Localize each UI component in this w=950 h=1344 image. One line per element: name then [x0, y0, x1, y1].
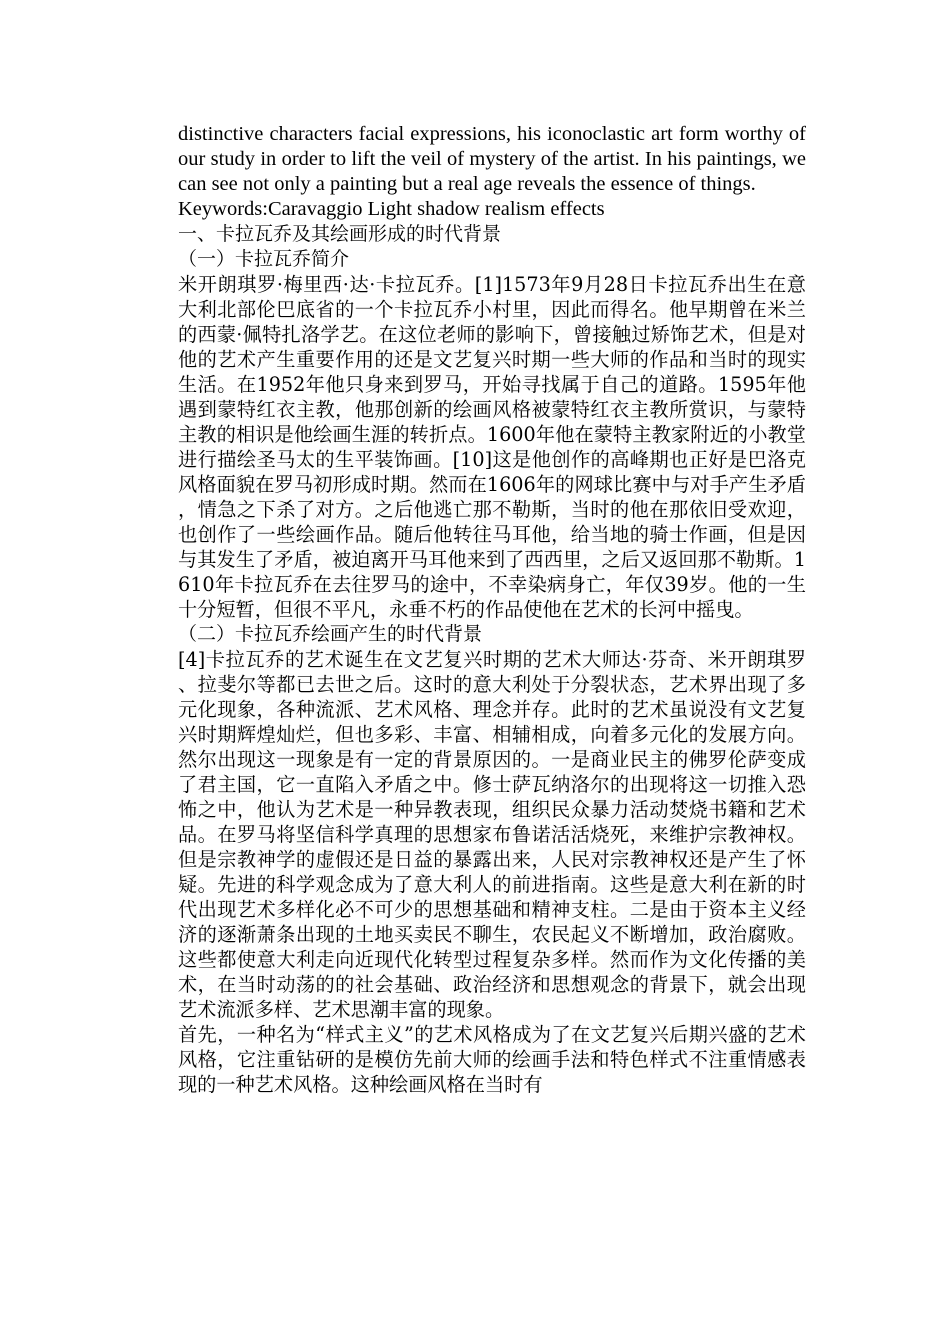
abstract-tail-paragraph: distinctive characters facial expressions, his iconoclastic art form worthy of our study in order to lift the veil of mystery of the artist. In his paintings, we can see not only a painting but a real age reveals the essence of things.: [178, 123, 806, 195]
mannerism-paragraph: 首先，一种名为“样式主义”的艺术风格成为了在文艺复兴后期兴盛的艺术风格，它注重钻研的是模仿先前大师的绘画手法和特色样式不注重情感表现的一种艺术风格。这种绘画风格在当时有: [178, 1023, 806, 1096]
biography-paragraph: 米开朗琪罗·梅里西·达·卡拉瓦乔。[1]1573年9月28日卡拉瓦乔出生在意大利北部伦巴底省的一个卡拉瓦乔小村里，因此而得名。他早期曾在米兰的西蒙·佩特扎洛学艺。在这位老师的影响下，曾接触过矫饰艺术，但是对他的艺术产生重要作用的还是文艺复兴时期一些大师的作品和当时的现实生活。在1952年他只身来到罗马，开始寻找属于自己的道路。1595年他遇到蒙特红衣主教，他那创新的绘画风格被蒙特红衣主教所赏识，与蒙特主教的相识是他绘画生涯的转折点。1600年他在蒙特主教家附近的小教堂进行描绘圣马太的生平装饰画。[10]这是他创作的高峰期也正好是巴洛克风格面貌在罗马初形成时期。然而在1606年的网球比赛中与对手产生矛盾，情急之下杀了对方。之后他逃亡那不勒斯，当时的他在那依旧受欢迎，也创作了一些绘画作品。随后他转往马耳他，给当地的骑士作画，但是因与其发生了矛盾，被迫离开马耳他来到了西西里，之后又返回那不勒斯。1610年卡拉瓦乔在去往罗马的途中，不幸染病身亡，年仅39岁。他的一生十分短暂，但很不平凡，永垂不朽的作品使他在艺术的长河中摇曳。: [178, 273, 806, 621]
keywords-line: Keywords:Caravaggio Light shadow realism effects: [178, 198, 605, 220]
background-paragraph: [4]卡拉瓦乔的艺术诞生在文艺复兴时期的艺术大师达·芬奇、米开朗琪罗、拉斐尔等都已去世之后。这时的意大利处于分裂状态，艺术界出现了多元化现象，各种流派、艺术风格、理念并存。此时的艺术虽说没有文艺复兴时期辉煌灿烂，但也多彩、丰富、相辅相成，向着多元化的发展方向。然尔出现这一现象是有一定的背景原因的。一是商业民主的佛罗伦萨变成了君主国，它一直陷入矛盾之中。修士萨瓦纳洛尔的出现将这一切推入恐怖之中，他认为艺术是一种异教表现，组织民众暴力活动焚烧书籍和艺术品。在罗马将坚信科学真理的思想家布鲁诺活活烧死，来维护宗教神权。但是宗教神学的虚假还是日益的暴露出来，人民对宗教神权还是产生了怀疑。先进的科学观念成为了意大利人的前进指南。这些是意大利在新的时代出现艺术多样化必不可少的思想基础和精神支柱。二是由于资本主义经济的逐渐萧条出现的土地买卖民不聊生，农民起义不断增加，政治腐败。这些都使意大利走向近现代化转型过程复杂多样。然而作为文化传播的美术，在当时动荡的的社会基础、政治经济和思想观念的背景下，就会出现艺术流派多样、艺术思潮丰富的现象。: [178, 648, 806, 1021]
subsection-heading-1: （一）卡拉瓦乔简介: [178, 248, 350, 270]
document-page: [178, 122, 806, 1097]
subsection-heading-2: （二）卡拉瓦乔绘画产生的时代背景: [178, 623, 483, 645]
section-heading: 一、卡拉瓦乔及其绘画形成的时代背景: [178, 223, 502, 245]
